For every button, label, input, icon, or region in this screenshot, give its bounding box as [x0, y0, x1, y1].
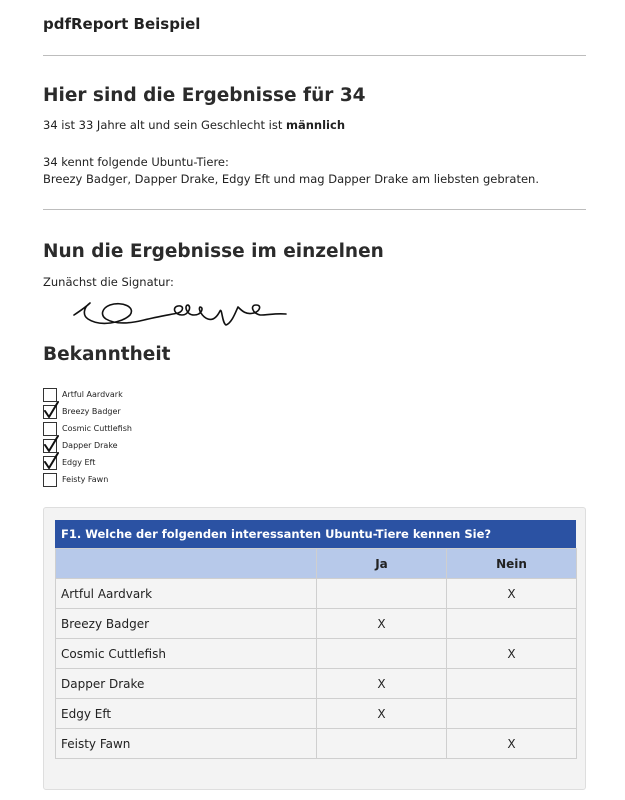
results-heading: Hier sind die Ergebnisse für 34	[43, 85, 366, 106]
checkbox[interactable]	[43, 473, 57, 487]
familiarity-heading: Bekanntheit	[43, 344, 171, 365]
details-heading: Nun die Ergebnisse im einzelnen	[43, 241, 384, 262]
table-row	[56, 639, 577, 669]
animals-line: Breezy Badger, Dapper Drake, Edgy Eft und mag Dapper Drake am liebsten gebraten.	[43, 172, 539, 186]
checklist-item-label: Feisty Fawn	[62, 475, 109, 484]
table-row	[56, 699, 577, 729]
question-table	[55, 548, 577, 759]
nein-cell	[447, 609, 577, 639]
animals-intro: 34 kennt folgende Ubuntu-Tiere:	[43, 155, 229, 169]
nein-cell	[447, 669, 577, 699]
checkbox[interactable]	[43, 388, 57, 402]
checklist-item	[43, 455, 243, 472]
age-gender-line	[43, 117, 345, 134]
checklist-item-label: Dapper Drake	[62, 441, 118, 450]
checklist-item-label: Edgy Eft	[62, 458, 96, 467]
row-label: Edgy Eft	[56, 699, 317, 729]
checklist-item-label: Breezy Badger	[62, 407, 121, 416]
nein-cell: X	[447, 639, 577, 669]
row-label: Breezy Badger	[56, 609, 317, 639]
checkmark-icon	[43, 401, 59, 419]
nein-cell: X	[447, 729, 577, 759]
row-label: Feisty Fawn	[56, 729, 317, 759]
document-title: pdfReport Beispiel	[43, 15, 201, 33]
row-label: Artful Aardvark	[56, 579, 317, 609]
nein-cell	[447, 699, 577, 729]
checklist-item	[43, 421, 243, 438]
familiarity-checklist	[43, 387, 243, 489]
checklist-item-label: Cosmic Cuttlefish	[62, 424, 132, 433]
age-line-text: 34 ist 33 Jahre alt und sein Geschlecht ist	[43, 118, 286, 132]
ja-cell	[317, 579, 447, 609]
question-panel	[43, 507, 586, 790]
nein-cell: X	[447, 579, 577, 609]
checklist-item	[43, 404, 243, 421]
signature-image	[70, 293, 290, 333]
checkmark-icon	[43, 452, 59, 470]
divider	[43, 55, 586, 56]
table-row	[56, 729, 577, 759]
ja-cell: X	[317, 669, 447, 699]
table-row	[56, 669, 577, 699]
table-header-row	[56, 549, 577, 579]
column-header-item	[56, 549, 317, 579]
checklist-item	[43, 472, 243, 489]
column-header-ja: Ja	[317, 549, 447, 579]
checklist-item	[43, 387, 243, 404]
question-title: F1. Welche der folgenden interessanten Ubuntu-Tiere kennen Sie?	[55, 520, 576, 548]
checkbox[interactable]	[43, 422, 57, 436]
row-label: Dapper Drake	[56, 669, 317, 699]
divider	[43, 209, 586, 210]
row-label: Cosmic Cuttlefish	[56, 639, 317, 669]
table-row	[56, 579, 577, 609]
ja-cell: X	[317, 699, 447, 729]
ja-cell	[317, 729, 447, 759]
column-header-nein: Nein	[447, 549, 577, 579]
table-row	[56, 609, 577, 639]
checkmark-icon	[43, 435, 59, 453]
ja-cell	[317, 639, 447, 669]
ja-cell: X	[317, 609, 447, 639]
signature-label: Zunächst die Signatur:	[43, 275, 174, 289]
gender-value: männlich	[286, 118, 346, 132]
checklist-item	[43, 438, 243, 455]
checklist-item-label: Artful Aardvark	[62, 390, 123, 399]
